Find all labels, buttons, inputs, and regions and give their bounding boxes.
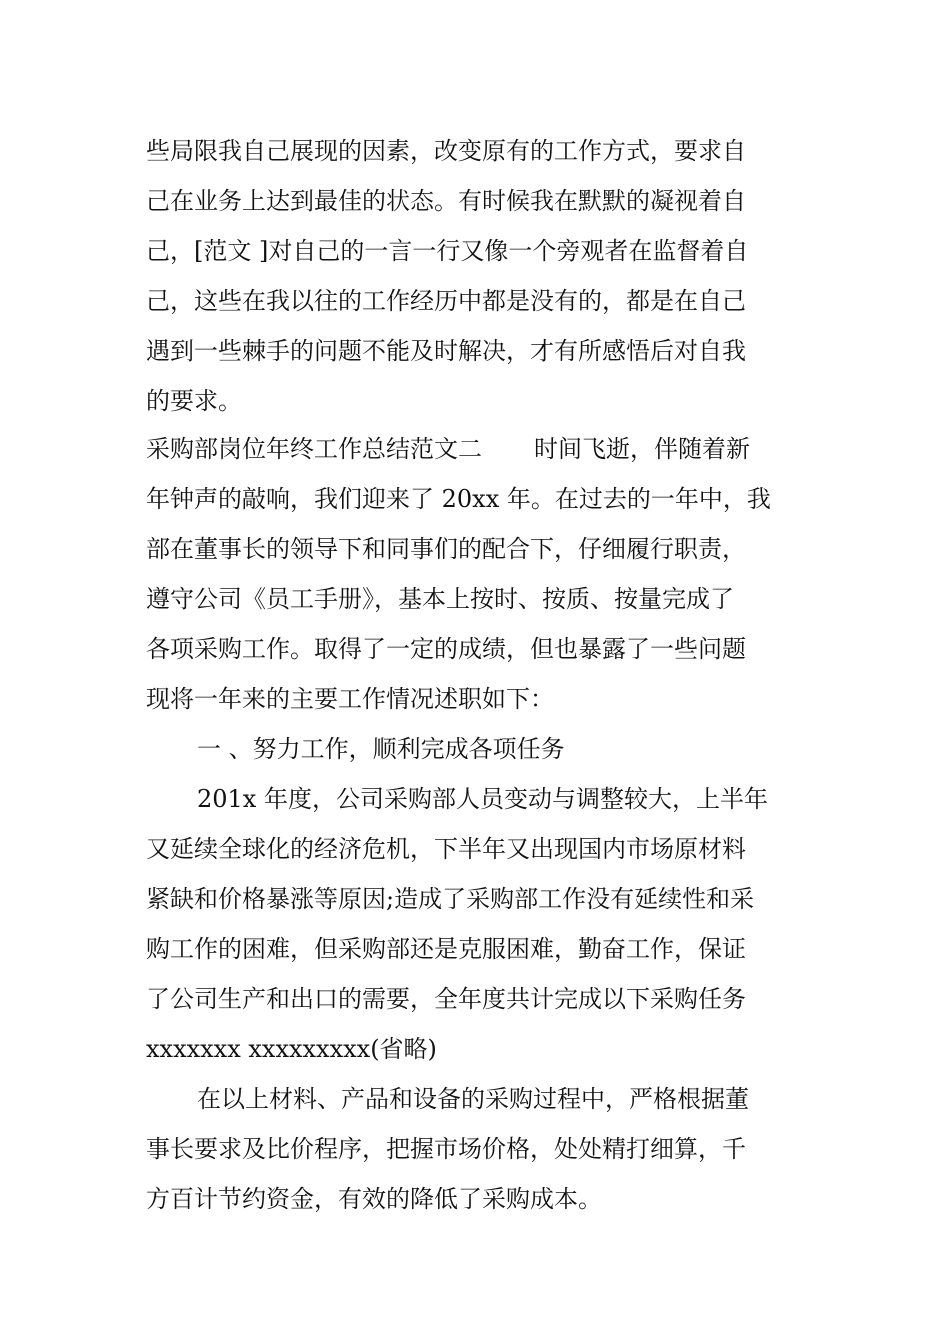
- section-intro-text: 时间飞逝，伴随着新: [534, 435, 750, 463]
- paragraph-line: 紧缺和价格暴涨等原因;造成了采购部工作没有延续性和采: [146, 885, 755, 913]
- paragraph-line: 事长要求及比价程序，把握市场价格，处处精打细算，千: [146, 1135, 746, 1163]
- paragraph-line: 己，[范文 ]对自己的一言一行又像一个旁观者在监督着自: [146, 237, 749, 265]
- paragraph-line: 201x 年度，公司采购部人员变动与调整较大，上半年: [197, 785, 768, 813]
- paragraph-line: 现将一年来的主要工作情况述职如下：: [146, 685, 554, 713]
- section-heading-line: [146, 434, 806, 464]
- section-title: 采购部岗位年终工作总结范文二: [146, 435, 482, 463]
- paragraph-line: 方百计节约资金，有效的降低了采购成本。: [146, 1185, 602, 1213]
- paragraph-line: 各项采购工作。取得了一定的成绩，但也暴露了一些问题: [146, 635, 746, 663]
- paragraph-line: 遵守公司《员工手册》，基本上按时、按质、按量完成了: [146, 585, 734, 613]
- subsection-heading: 一 、努力工作，顺利完成各项任务: [197, 735, 565, 763]
- paragraph-line: xxxxxxx xxxxxxxxx(省略): [146, 1035, 437, 1063]
- paragraph-line: 部在董事长的领导下和同事们的配合下，仔细履行职责，: [146, 535, 746, 563]
- paragraph-line: 年钟声的敲响，我们迎来了 20xx 年。在过去的一年中，我: [146, 485, 771, 513]
- paragraph-line: 在以上材料、产品和设备的采购过程中，严格根据董: [197, 1085, 749, 1113]
- paragraph-line: 购工作的困难，但采购部还是克服困难，勤奋工作，保证: [146, 935, 746, 963]
- paragraph-line: 些局限我自己展现的因素，改变原有的工作方式，要求自: [146, 137, 746, 165]
- paragraph-line: 的要求。: [146, 387, 242, 415]
- paragraph-line: 己在业务上达到最佳的状态。有时候我在默默的凝视着自: [146, 187, 746, 215]
- paragraph-line: 遇到一些棘手的问题不能及时解决，才有所感悟后对自我: [146, 337, 746, 365]
- paragraph-line: 己，这些在我以往的工作经历中都是没有的，都是在自己: [146, 287, 746, 315]
- paragraph-line: 又延续全球化的经济危机，下半年又出现国内市场原材料: [146, 835, 746, 863]
- paragraph-line: 了公司生产和出口的需要，全年度共计完成以下采购任务: [146, 985, 746, 1013]
